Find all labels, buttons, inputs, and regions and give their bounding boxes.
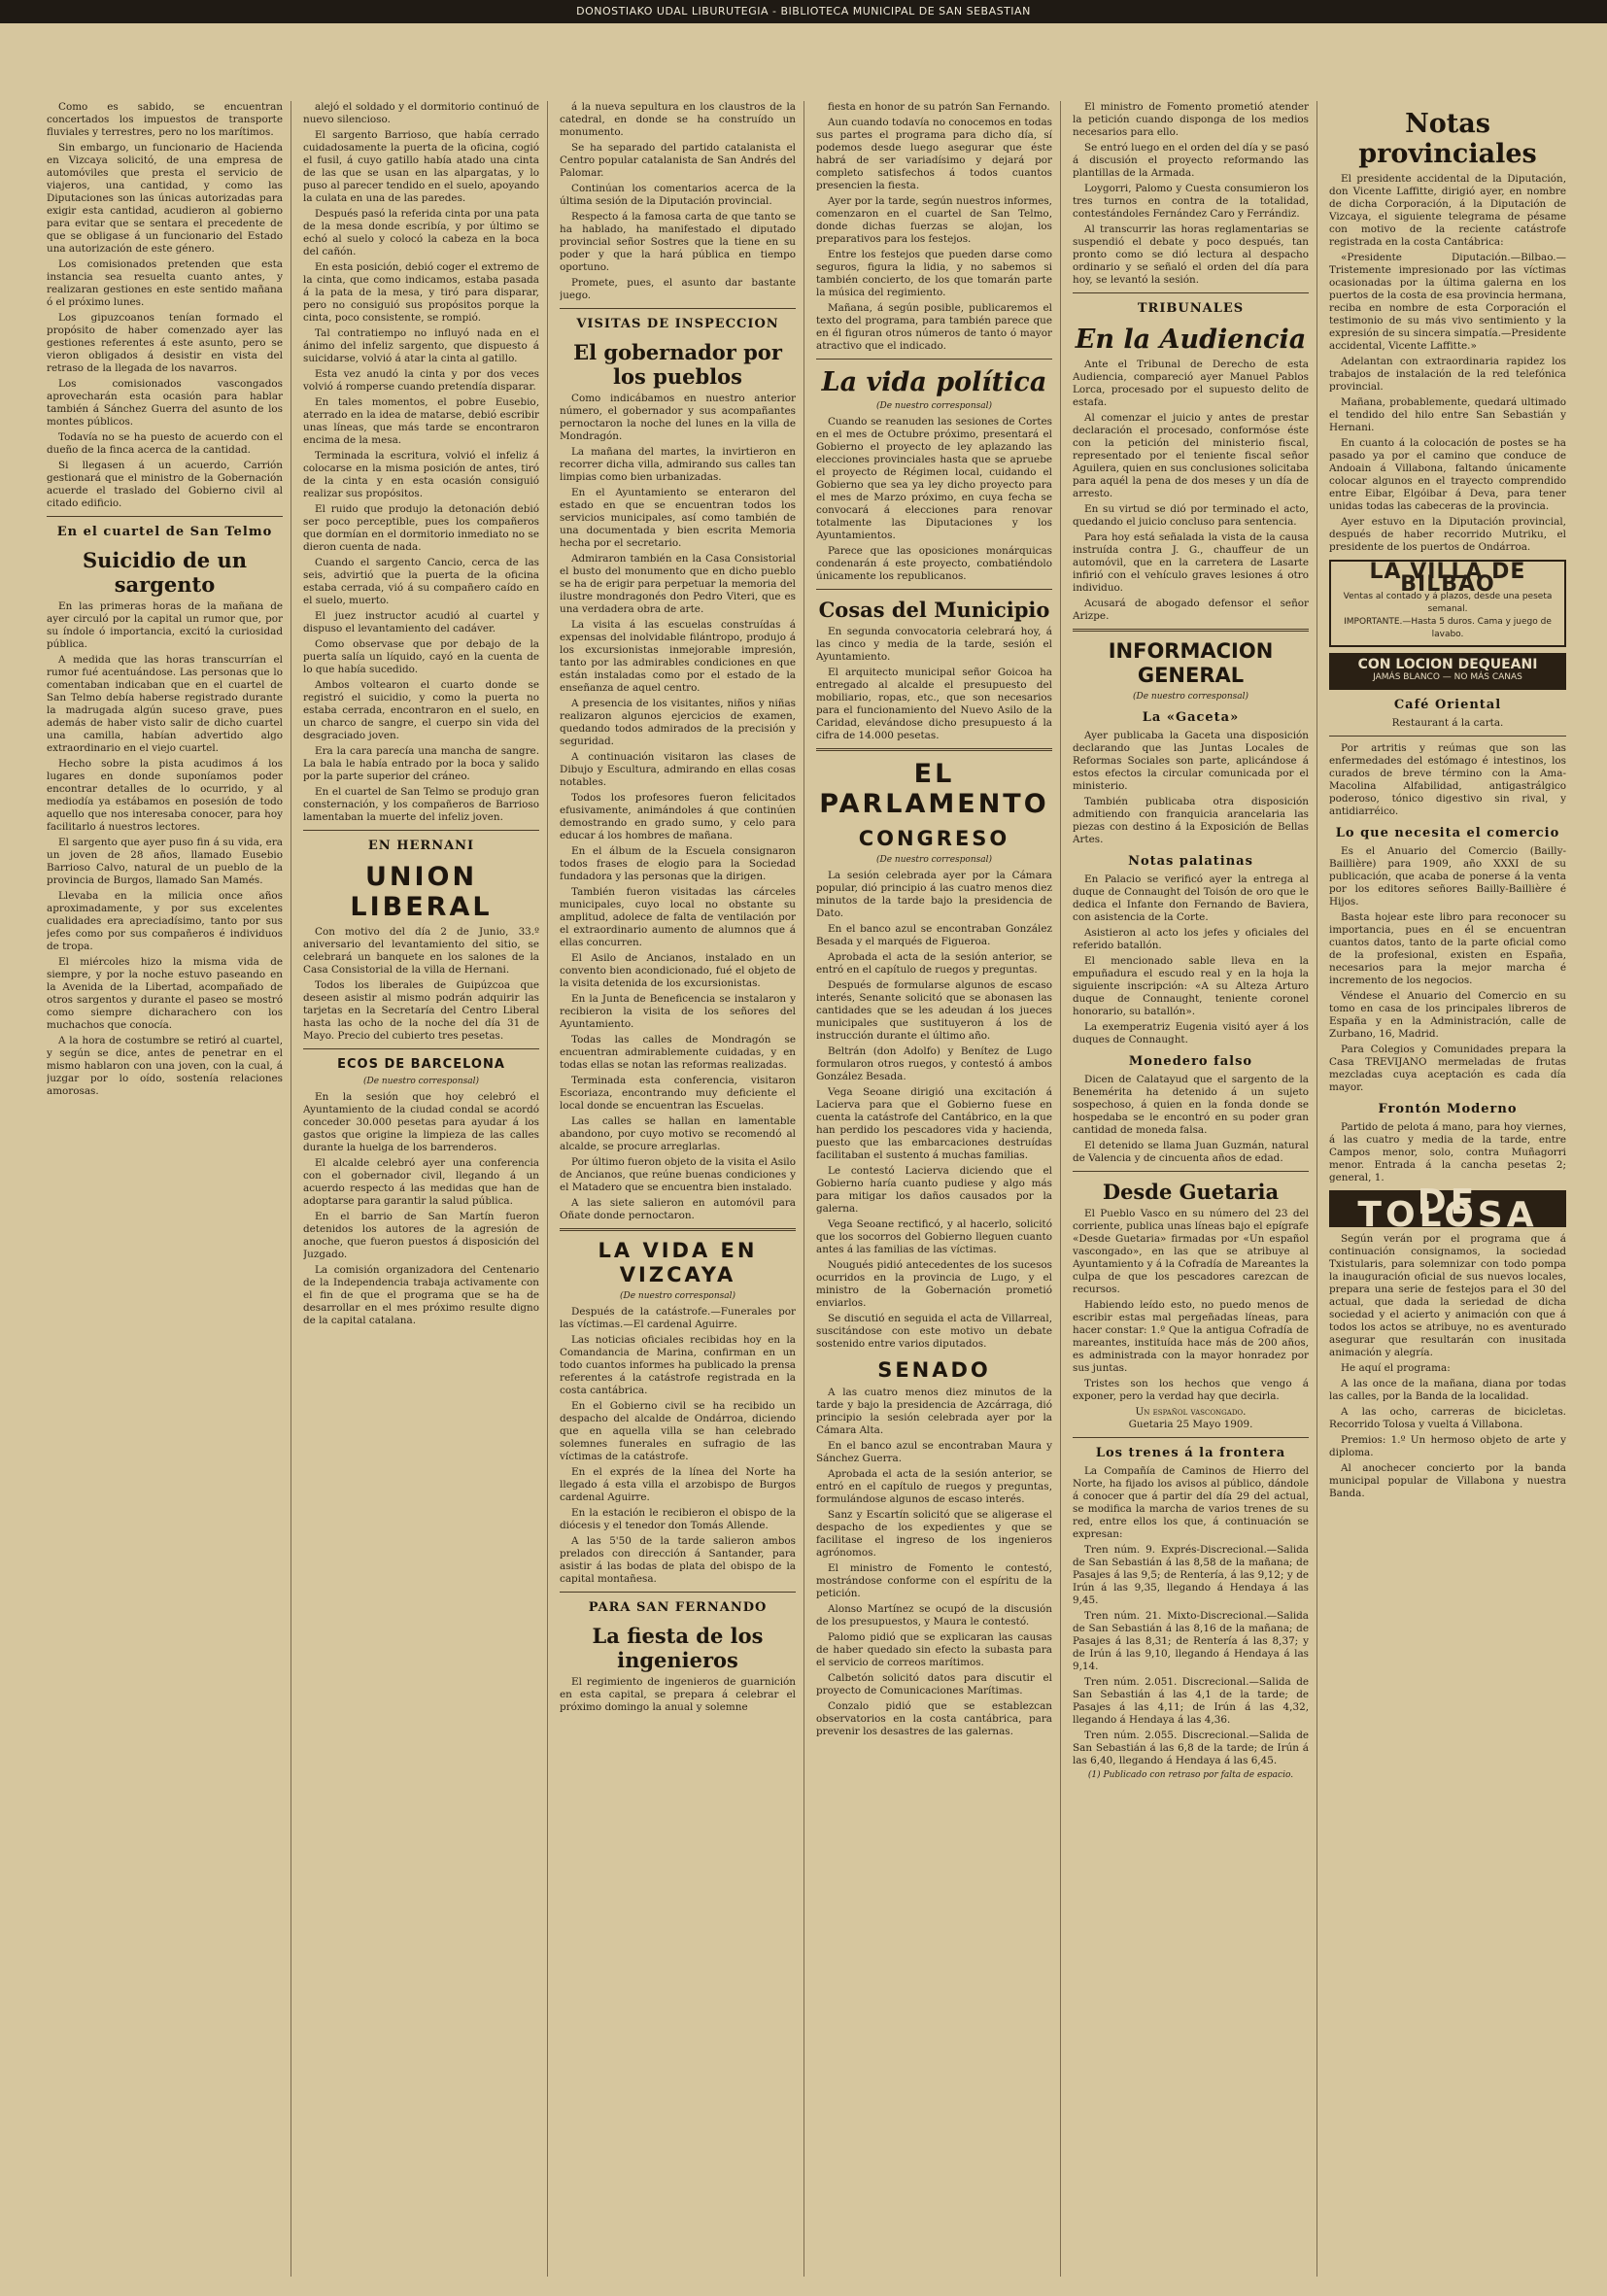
article-headline: Notas provinciales bbox=[1358, 109, 1537, 169]
paragraph: Como observase que por debajo de la puerta salía un líquido, cayó en la cuenta de lo que había sucedido. bbox=[303, 638, 539, 675]
newspaper-columns bbox=[47, 101, 1574, 2277]
paragraph: Sin embargo, un funcionario de Hacienda en Vizcaya solicitó, de una empresa de automóviles que presta el servicio de viajeros, una cantidad, y como las Diputaciones son las únicas autorizadas para exigir esta cantidad, acudieron al gobierno para evitar que se sentara el precedente de que se obligase á un funcionario del Estado una autorización de este género. bbox=[47, 142, 283, 255]
paragraph: En Palacio se verificó ayer la entrega al duque de Connaught del Toisón de oro que le dedica el Infante don Fernando de Baviera, con asistencia de la Corte. bbox=[1073, 874, 1309, 923]
paragraph: Ambos voltearon el cuarto donde se registró el suicidio, y como la puerta no estaba cerrada, encontraron en el suelo, en un charco de sangre, el cuerpo sin vida del desgraciado joven. bbox=[303, 679, 539, 741]
paragraph: Tren núm. 2.051. Discrecional.—Salida de San Sebastián á las 4,1 de la tarde; de Pasajes á las 4,11; de Irún á las 4,32, llegando á Hendaya á las 4,36. bbox=[1073, 1676, 1309, 1726]
divider bbox=[303, 1048, 539, 1049]
column-1 bbox=[47, 101, 291, 2277]
paragraph: Vega Seoane dirigió una excitación á Lacierva para que el Gobierno fuese en cuenta la catástrofe del Cantábrico, en la que han perdido los pescadores vida y hacienda, puesto que las embarcaciones destruídas facilitaban el sustento á muchas familias. bbox=[816, 1086, 1052, 1161]
paragraph: Esta vez anudó la cinta y por dos veces volvió á romperse cuando pretendía disparar. bbox=[303, 368, 539, 393]
paragraph: Habiendo leído esto, no puedo menos de escribir estas mal pergeñadas líneas, para hacer constar: 1.º Que la antigua Cofradía de mareantes, instituída hace más de 200 años, es administrada con la mayor honradez por sus juntas. bbox=[1073, 1299, 1309, 1374]
section-kicker: Notas palatinas bbox=[1128, 854, 1253, 869]
paragraph: Después de la catástrofe.—Funerales por las víctimas.—El cardenal Aguirre. bbox=[560, 1306, 796, 1330]
paragraph: Beltrán (don Adolfo) y Benítez de Lugo formularon otros ruegos, y contestó á ambos González Besada. bbox=[816, 1045, 1052, 1082]
paragraph: Tren núm. 21. Mixto-Discrecional.—Salida de San Sebastián á las 8,16 de la mañana; de Pasajes á las 8,31; de Rentería á las 8,37; y de Irún á las 9,10, llegando á Hendaya á las 9,14. bbox=[1073, 1610, 1309, 1672]
article-headline: El gobernador por los pueblos bbox=[573, 340, 782, 389]
paragraph: Los comisionados pretenden que esta instancia sea resuelta cuanto antes, y realizaran gestiones en este sentido mañana ó el próximo lunes. bbox=[47, 258, 283, 308]
ad-text: JAMÁS BLANCO — NO MÁS CANAS bbox=[1373, 672, 1522, 682]
section-kicker: Monedero falso bbox=[1128, 1054, 1253, 1069]
paragraph: Respecto á la famosa carta de que tanto se ha hablado, ha manifestado el diputado provincial señor Sostres que la tiene en su poder y que la hará pública en tiempo oportuno. bbox=[560, 211, 796, 273]
article-headline: Café Oriental bbox=[1393, 698, 1502, 712]
paragraph: En el Ayuntamiento se enteraron del estado en que se encuentran todos los servicios municipales, así como también de una documentada y bien escrita Memoria hecha por el secretario. bbox=[560, 487, 796, 549]
paragraph: Véndese el Anuario del Comercio en su tomo en casa de los principales libreros de España y en la Administración, calle de Zurbano, 16, Madrid. bbox=[1329, 990, 1566, 1040]
paragraph: También publicaba otra disposición admitiendo con franquicia arancelaria las piezas con destino á la Exposición de Bellas Artes. bbox=[1073, 796, 1309, 845]
article-headline: Suicidio de un sargento bbox=[82, 548, 248, 597]
ad-title: CON LOCION DEQUEANI bbox=[1357, 657, 1538, 672]
paragraph: Se ha separado del partido catalanista el Centro popular catalanista de San Andrés del Palomar. bbox=[560, 142, 796, 179]
paragraph: Con motivo del día 2 de Junio, 33.º aniversario del levantamiento del sitio, se celebrará un banquete en los salones de la Casa Consistorial de la villa de Hernani. bbox=[303, 926, 539, 976]
paragraph: Por artritis y reúmas que son las enfermedades del estómago é intestinos, los curados de breve término con la Ama-Macolina Alfabilidad, antigastrálgico poderoso, tónico digestivo sin rival, y antidiarréico. bbox=[1329, 742, 1566, 817]
section-kicker: En el cuartel de San Telmo bbox=[56, 525, 273, 539]
paragraph: Según verán por el programa que á continuación consignamos, la sociedad Txistularis, para solemnizar con todo pompa la inauguración oficial de sus nuevos locales, prepara una serie de festejos para el 30 del actual, que dada la seriedad de dicha sociedad y el acierto y animación con que á todos los actos se atribuye, no es aventurado asegurar que resultarán con inusitada animación y alegría. bbox=[1329, 1233, 1566, 1358]
paragraph: Al comenzar el juicio y antes de prestar declaración el procesado, conformóse éste con la petición del ministerio fiscal, representado por el teniente fiscal señor Aguilera, quien en sus conclusiones solicitaba para aquél la pena de dos meses y un día de arresto. bbox=[1073, 412, 1309, 499]
paragraph: Partido de pelota á mano, para hoy viernes, á las cuatro y media de la tarde, entre Campos menor, solo, contra Muñagorri menor. Entrada á la cancha pesetas 2; general, 1. bbox=[1329, 1121, 1566, 1183]
divider bbox=[816, 359, 1052, 360]
paragraph: á la nueva sepultura en los claustros de la catedral, en donde se ha construído un monumento. bbox=[560, 101, 796, 138]
section-kicker: EN HERNANI bbox=[367, 839, 475, 853]
paragraph: El alcalde celebró ayer una conferencia con el gobernador civil, llegando á un acuerdo respecto á las medidas que han de adoptarse para garantir la salud pública. bbox=[303, 1157, 539, 1207]
paragraph: Acusará de abogado defensor el señor Arizpe. bbox=[1073, 598, 1309, 622]
paragraph: He aquí el programa: bbox=[1341, 1362, 1451, 1374]
paragraph: Ayer publicaba la Gaceta una disposición declarando que las Juntas Locales de Reformas Sociales son parte, aplicándose á estos efectos la circular comunicada por el ministerio. bbox=[1073, 730, 1309, 792]
paragraph: En la sesión que hoy celebró el Ayuntamiento de la ciudad condal se acordó conceder 30.000 pesetas para ayudar á los gastos que origine la limpieza de las calles durante la huelga de los barrenderos. bbox=[303, 1091, 539, 1153]
paragraph: Es el Anuario del Comercio (Bailly-Baillière) para 1909, año XXXI de su publicación, que acaba de ponerse á la venta por los editores señores Bailly-Baillière é Hijos. bbox=[1329, 845, 1566, 908]
paragraph: La exemperatriz Eugenia visitó ayer á los duques de Connaught. bbox=[1073, 1021, 1309, 1045]
section-kicker: VISITAS DE INSPECCION bbox=[576, 317, 779, 331]
paragraph: alejó el soldado y el dormitorio continuó de nuevo silencioso. bbox=[303, 101, 539, 125]
paragraph: Para hoy está señalada la vista de la causa instruída contra J. G., chauffeur de un automóvil, que en la carretera de Lasarte infirió con el vehículo graves lesiones á otro individuo. bbox=[1073, 531, 1309, 594]
paragraph: Conzalo pidió que se establezcan observatorios en la costa cantábrica, para prevenir los desastres de las galernas. bbox=[816, 1700, 1052, 1737]
paragraph: Por último fueron objeto de la visita el Asilo de Ancianos, que reúne buenas condiciones y el Matadero que se encuentra bien instalado. bbox=[560, 1156, 796, 1193]
article-headline: LA VIDA EN VIZCAYA bbox=[598, 1239, 758, 1286]
article-headline: La vida política bbox=[821, 367, 1047, 397]
paragraph: La mañana del martes, la invirtieron en recorrer dicha villa, admirando sus calles tan limpias como bien urbanizadas. bbox=[560, 446, 796, 483]
paragraph: Aun cuando todavía no conocemos en todas sus partes el programa para dicho día, sí podemos desde luego asegurar que éste habrá de ser variadísimo y dejará por completo satisfechos á todos cuantos presencien la fiesta. bbox=[816, 117, 1052, 191]
footnote: (1) Publicado con retraso por falta de espacio. bbox=[1087, 1770, 1294, 1780]
paragraph: El regimiento de ingenieros de guarnición en esta capital, se prepara á celebrar el próximo domingo la anual y solemne bbox=[560, 1676, 796, 1713]
divider bbox=[1073, 629, 1309, 632]
article-headline: Cosas del Municipio bbox=[818, 598, 1050, 622]
paragraph: Palomo pidió que se explicaran las causas de haber quedado sin efecto la subasta para el servicio de correos marítimos. bbox=[816, 1631, 1052, 1668]
divider bbox=[560, 308, 796, 309]
archive-header: DONOSTIAKO UDAL LIBURUTEGIA - BIBLIOTECA MUNICIPAL DE SAN SEBASTIAN bbox=[0, 0, 1607, 23]
divider bbox=[816, 589, 1052, 590]
paragraph: El mencionado sable lleva en la empuñadura el escudo real y en la hoja la siguiente inscripción: «A su Alteza Arturo duque de Connaught, teniente coronel honorario, su batallón». bbox=[1073, 955, 1309, 1017]
article-headline: La fiesta de los ingenieros bbox=[592, 1624, 764, 1672]
paragraph: La sesión celebrada ayer por la Cámara popular, dió principio á las cuatro menos diez minutos de la tarde bajo la presidencia de Dato. bbox=[816, 870, 1052, 919]
paragraph: El presidente accidental de la Diputación, don Vicente Laffitte, dirigió ayer, en nombre de dicha Corporación, á la Diputación de Vizcaya, el siguiente telegrama de pésame con motivo de la reciente catástrofe registrada en la costa Cantábrica: bbox=[1329, 173, 1566, 248]
article-headline: Frontón Moderno bbox=[1378, 1102, 1518, 1116]
paragraph: En el exprés de la línea del Norte ha llegado á esta villa el arzobispo de Burgos cardenal Aguirre. bbox=[560, 1466, 796, 1503]
paragraph: El ministro de Fomento le contestó, mostrándose conforme con el espíritu de la petición. bbox=[816, 1562, 1052, 1599]
paragraph: Se entró luego en el orden del día y se pasó á discusión el proyecto reformando las plantillas de la Armada. bbox=[1073, 142, 1309, 179]
paragraph: Después pasó la referida cinta por una pata de la mesa donde escribía, y por último se echó al suelo y colocó la cabeza en la boca del cañón. bbox=[303, 208, 539, 257]
paragraph: La Compañía de Caminos de Hierro del Norte, ha fijado los avisos al público, dándole á conocer que á partir del día 29 del actual, se modifica la marcha de varios trenes de su red, entre ellos los que, á continuación se expresan: bbox=[1073, 1465, 1309, 1540]
paragraph: Entre los festejos que pueden darse como seguros, figura la lidia, y no sabemos si también concierto, de los que tomarán parte la música del regimiento. bbox=[816, 249, 1052, 298]
paragraph: Ante el Tribunal de Derecho de esta Audiencia, compareció ayer Manuel Pablos Lorca, procesado por el supuesto delito de estafa. bbox=[1073, 359, 1309, 408]
paragraph: En el álbum de la Escuela consignaron todos frases de elogio para la Sociedad fundadora y las personas que la dirigen. bbox=[560, 845, 796, 882]
article-headline: En la Audiencia bbox=[1075, 325, 1307, 355]
advertisement bbox=[1329, 560, 1566, 647]
paragraph: En las primeras horas de la mañana de ayer circuló por la capital un rumor que, por su índole ó importancia, excitó la curiosidad pública. bbox=[47, 600, 283, 650]
divider bbox=[560, 1592, 796, 1593]
paragraph: Basta hojear este libro para reconocer su importancia, pues en él se encuentran cuantos datos, tanto de la parte oficial como de la profesional, existen en España, necesarios para la mejor marcha é incremento de los negocios. bbox=[1329, 911, 1566, 986]
column-6 bbox=[1329, 101, 1574, 2277]
paragraph: Las noticias oficiales recibidas hoy en la Comandancia de Marina, confirman en un todo cuantos informes ha publicado la prensa referentes á la catástrofe registrada en la costa cantábrica. bbox=[560, 1334, 796, 1396]
column-3 bbox=[560, 101, 804, 2277]
byline: (De nuestro corresponsal) bbox=[362, 1077, 479, 1086]
paragraph: A presencia de los visitantes, niños y niñas realizaron algunos ejercicios de examen, quedando todos admirados de la precisión y seguridad. bbox=[560, 698, 796, 747]
paragraph: Parece que las oposiciones monárquicas condenarán á este proyecto, combatiéndolo únicamente los republicanos. bbox=[816, 545, 1052, 582]
column-4 bbox=[816, 101, 1061, 2277]
paragraph: Calbetón solicitó datos para discutir el proyecto de Comunicaciones Marítimas. bbox=[816, 1672, 1052, 1696]
paragraph: El ministro de Fomento prometió atender la petición cuando disponga de los medios necesarios para ello. bbox=[1073, 101, 1309, 138]
paragraph: Dicen de Calatayud que el sargento de la Benemérita ha detenido á un sujeto sospechoso, á quien en la fonda donde se hospedaba se le encontró en su poder gran cantidad de moneda falsa. bbox=[1073, 1074, 1309, 1136]
paragraph: Aprobada el acta de la sesión anterior, se entró en el capítulo de ruegos y preguntas, formulándose algunos de escaso interés. bbox=[816, 1468, 1052, 1505]
paragraph: Era la cara parecía una mancha de sangre. La bala le había entrado por la boca y salido por la parte superior del cráneo. bbox=[303, 745, 539, 782]
paragraph: El sargento Barrioso, que había cerrado cuidadosamente la puerta de la oficina, cogió el fusil, á cuyo gatillo había atado una cinta de las que se usan en las alpargatas, y lo puso al parecer tendido en el suelo, apoyando la culata en una de las paredes. bbox=[303, 129, 539, 204]
paragraph: Tren núm. 2.055. Discrecional.—Salida de San Sebastián á las 6,8 de la tarde; de Irún á las 6,40, llegando á Hendaya á las 6,45. bbox=[1073, 1730, 1309, 1766]
paragraph: En la estación le recibieron el obispo de la diócesis y el tenedor don Tomás Allende. bbox=[560, 1507, 796, 1531]
paragraph: Cuando se reanuden las sesiones de Cortes en el mes de Octubre próximo, presentará el Gobierno el proyecto de ley aplazando las elecciones provinciales hasta que se apruebe el proyecto de Régimen local, cuidando el Gobierno que sea ya ley dicho proyecto para el mes de Marzo próximo, en cuya fecha se convocará á elecciones para renovar totalmente las Diputaciones y los Ayuntamientos. bbox=[816, 416, 1052, 541]
paragraph: Tren núm. 9. Exprés-Discrecional.—Salida de San Sebastián á las 8,58 de la mañana; de Pasajes á las 9,5; de Rentería, á las 9,12; y de Irún á las 9,35, llegando á Hendaya á las 9,45. bbox=[1073, 1544, 1309, 1606]
paragraph: Loygorri, Palomo y Cuesta consumieron los tres turnos en contra de la totalidad, contestándoles Fernández Caro y Ferrándiz. bbox=[1073, 183, 1309, 220]
paragraph: El ruido que produjo la detonación debió ser poco perceptible, pues los compañeros que dormían en el dormitorio inmediato no se dieron cuenta de nada. bbox=[303, 503, 539, 553]
paragraph: Mañana, á según posible, publicaremos el texto del programa, para también parece que en él figuran otros números de tanto ó mayor atractivo que el indicado. bbox=[816, 302, 1052, 352]
byline: (De nuestro corresponsal) bbox=[875, 401, 992, 411]
article-headline: UNION LIBERAL bbox=[350, 862, 493, 922]
paragraph: Al transcurrir las horas reglamentarias se suspendió el debate y poco después, tan pronto como se dió lectura al despacho ordinario y se señaló el orden del día para hoy, se levantó la sesión. bbox=[1073, 223, 1309, 286]
advertisement bbox=[1329, 653, 1566, 690]
article-headline: ECOS DE BARCELONA bbox=[337, 1057, 505, 1072]
paragraph: En el banco azul se encontraban González Besada y el marqués de Figueroa. bbox=[816, 923, 1052, 947]
paragraph: Adelantan con extraordinaria rapidez los trabajos de instalación de la red telefónica provincial. bbox=[1329, 356, 1566, 393]
section-kicker: PARA SAN FERNANDO bbox=[588, 1600, 768, 1615]
paragraph: El sargento que ayer puso fin á su vida, era un joven de 28 años, llamado Eusebio Barrioso Calvo, natural de un pueblo de la provincia de Burgos, llamado San Mamés. bbox=[47, 837, 283, 886]
ad-title: LA VILLA DE BILBAO bbox=[1369, 560, 1526, 597]
paragraph: En cuanto á la colocación de postes se ha pasado ya por el camino que conduce de Andoain á Villabona, faltando únicamente colocar algunos en el trayecto comprendido entre Eibar, Elgóibar á Deva, para tener unidas todas las cabeceras de la provincia. bbox=[1329, 437, 1566, 512]
paragraph: Nougués pidió antecedentes de los sucesos ocurridos en la provincia de Lugo, y el ministro de la Gobernación prometió enviarlos. bbox=[816, 1259, 1052, 1309]
paragraph: El arquitecto municipal señor Goicoa ha entregado al alcalde el presupuesto del mobiliario, ropas, etc., que son necesarios para el funcionamiento del Nuevo Asilo de la Caridad, elevándose dicho presupuesto á la cifra de 14.000 pesetas. bbox=[816, 667, 1052, 741]
divider bbox=[303, 830, 539, 831]
paragraph: En el banco azul se encontraban Maura y Sánchez Guerra. bbox=[816, 1440, 1052, 1464]
paragraph: A las once de la mañana, diana por todas las calles, por la Banda de la localidad. bbox=[1329, 1378, 1566, 1402]
paragraph: El Asilo de Ancianos, instalado en un convento bien acondicionado, fué el objeto de la visita detenida de los excursionistas. bbox=[560, 952, 796, 989]
paragraph: Ayer por la tarde, según nuestros informes, comenzaron en el cuartel de San Telmo, donde dichas fuerzas se alojan, los preparativos para los festejos. bbox=[816, 195, 1052, 245]
paragraph: Tal contratiempo no influyó nada en el ánimo del infeliz sargento, que dispuesto á suicidarse, volvió á atar la cinta al gatillo. bbox=[303, 327, 539, 364]
paragraph: El juez instructor acudió al cuartel y dispuso el levantamiento del cadáver. bbox=[303, 610, 539, 634]
article-subheadline: SENADO bbox=[877, 1358, 991, 1382]
paragraph: Admiraron también en la Casa Consistorial el busto del monumento que en dicho pueblo se ha de erigir para perpetuar la memoria del ilustre mondragonés don Pedro Viteri, que es una verdadera obra de arte. bbox=[560, 553, 796, 615]
divider bbox=[560, 1228, 796, 1231]
paragraph: A medida que las horas transcurrían el rumor fué acentuándose. Las personas que lo comentaban indicaban que en el cuartel de San Telmo debía haberse registrado durante la madrugada algún suceso grave, pues además de haber visto salir de dicho cuartel una camilla, habían advertido algo extraordinario en el viejo cuartel. bbox=[47, 654, 283, 754]
paragraph: Promete, pues, el asunto dar bastante juego. bbox=[560, 277, 796, 301]
paragraph: Alonso Martínez se ocupó de la discusión de los presupuestos, y Maura le contestó. bbox=[816, 1603, 1052, 1628]
paragraph: Como indicábamos en nuestro anterior número, el gobernador y sus acompañantes pernoctaron la noche del lunes en la villa de Mondragón. bbox=[560, 393, 796, 442]
byline: (De nuestro corresponsal) bbox=[1132, 692, 1248, 702]
section-kicker: TRIBUNALES bbox=[1137, 301, 1245, 316]
article-headline: EL PARLAMENTO bbox=[819, 759, 1049, 819]
paragraph: En el barrio de San Martín fueron detenidos los autores de la agresión de anoche, que fueron puestos á disposición del Juzgado. bbox=[303, 1211, 539, 1260]
paragraph: El miércoles hizo la misma vida de siempre, y por la noche estuvo paseando en la Avenida de la Libertad, acompañado de otros sargentos y durante el paseo se mostró como siempre dicharachero con los muchachos que conocía. bbox=[47, 956, 283, 1031]
article-headline: Los trenes á la frontera bbox=[1095, 1446, 1286, 1460]
paragraph: Los comisionados vascongados aprovecharán esta ocasión para hablar también á Sánchez Guerra del asunto de los montes públicos. bbox=[47, 378, 283, 428]
article-headline: Desde Guetaria bbox=[1102, 1180, 1280, 1204]
paragraph: A la hora de costumbre se retiró al cuartel, y según se dice, antes de penetrar en el mismo hablaron con una joven, con la cual, á juzgar por lo oído, sostenía relaciones amorosas. bbox=[47, 1035, 283, 1097]
divider bbox=[1329, 736, 1566, 737]
paragraph: También fueron visitadas las cárceles municipales, cuyo local no obstante su amplitud, adolece de falta de ventilación por el extraordinario aumento de alumnos que á ellas concurren. bbox=[560, 886, 796, 948]
paragraph: Aprobada el acta de la sesión anterior, se entró en el capítulo de ruegos y preguntas. bbox=[816, 951, 1052, 976]
paragraph: En segunda convocatoria celebrará hoy, á las cinco y media de la tarde, sesión el Ayuntamiento. bbox=[816, 626, 1052, 663]
paragraph: El Pueblo Vasco en su número del 23 del corriente, publica unas líneas bajo el epígrafe «Desde Guetaria» firmadas por «Un español vascongado», en las que se atribuye al Ayuntamiento y á la Cofradía de Mareantes la culpa de que los pescadores carezcan de recursos. bbox=[1073, 1208, 1309, 1295]
paragraph: Si llegasen á un acuerdo, Carrión gestionará que el ministro de la Gobernación acuerde el traslado del Gobierno civil al citado edificio. bbox=[47, 460, 283, 509]
paragraph: A las siete salieron en automóvil para Oñate donde pernoctaron. bbox=[560, 1197, 796, 1221]
paragraph: Le contestó Lacierva diciendo que el Gobierno haría cuanto pudiese y algo más para mitigar los daños causados por la galerna. bbox=[816, 1165, 1052, 1215]
paragraph: Premios: 1.º Un hermoso objeto de arte y diploma. bbox=[1329, 1434, 1566, 1458]
paragraph: Para Colegios y Comunidades prepara la Casa TREVIJANO mermeladas de frutas mezcladas cuya aceptación es cada día mayor. bbox=[1329, 1044, 1566, 1093]
banner-title: DE TOLOSA bbox=[1357, 1182, 1538, 1235]
paragraph: Mañana, probablemente, quedará ultimado el tendido del hilo entre San Sebastián y Hernani. bbox=[1329, 396, 1566, 433]
paragraph: La visita á las escuelas construídas á expensas del inolvidable filántropo, produjo á los excursionistas inmejorable impresión, tanto por las admirables condiciones en que están instaladas como por el estado de la enseñanza de aquel centro. bbox=[560, 619, 796, 694]
ad-text: Restaurant á la carta. bbox=[1391, 717, 1504, 729]
paragraph: Asistieron al acto los jefes y oficiales del referido batallón. bbox=[1073, 927, 1309, 951]
article-headline: Lo que necesita el comercio bbox=[1335, 826, 1560, 840]
paragraph: Como es sabido, se encuentran concertados los impuestos de transporte fluviales y terrestres, pero no los marítimos. bbox=[47, 101, 283, 138]
paragraph: Terminada esta conferencia, visitaron Escoriaza, encontrando muy deficiente el local donde se encuentran las Escuelas. bbox=[560, 1075, 796, 1112]
paragraph: Tristes son los hechos que vengo á exponer, pero la verdad hay que decirla. bbox=[1073, 1378, 1309, 1402]
paragraph: La comisión organizadora del Centenario de la Independencia trabaja activamente con el fin de que el programa que se ha de desarrollar en el mes próximo resulte digno de la capital catalana. bbox=[303, 1264, 539, 1326]
paragraph: Todos los liberales de Guipúzcoa que deseen asistir al mismo podrán adquirir las tarjetas en la Secretaría del Centro Liberal hasta las ocho de la noche del día 31 de Mayo. Precio del cubierto tres pesetas. bbox=[303, 979, 539, 1042]
paragraph: «Presidente Diputación.—Bilbao.—Tristemente impresionado por las víctimas ocasionadas por la última galerna en los puertos de la costa de esa provincia hermana, reciba en nombre de esta Corporación el testimonio de su más vivo sentimiento y la expresión de su sincera simpatía.—Presidente accidental, Vicente Laffitte.» bbox=[1329, 252, 1566, 352]
paragraph: fiesta en honor de su patrón San Fernando. bbox=[828, 101, 1050, 113]
paragraph: Todas las calles de Mondragón se encuentran admirablemente cuidadas, y en todas ellas se notan las reformas realizadas. bbox=[560, 1034, 796, 1071]
section-kicker: La «Gaceta» bbox=[1142, 710, 1240, 725]
paragraph: En el Gobierno civil se ha recibido un despacho del alcalde de Ondárroa, diciendo que en aquella villa se han celebrado solemnes funerales en sufragio de las víctimas de la catástrofe. bbox=[560, 1400, 796, 1462]
divider bbox=[47, 516, 283, 517]
paragraph: Se discutió en seguida el acta de Villarreal, suscitándose con este motivo un debate sostenido entre varios diputados. bbox=[816, 1313, 1052, 1350]
paragraph: Hecho sobre la pista acudimos á los lugares en donde suponíamos poder encontrar detalles de lo ocurrido, y al mediodía ya estábamos en posesión de todo aquello que nos interesaba conocer, para hoy facilitarlo á nuestros lectores. bbox=[47, 758, 283, 833]
ad-text: Ventas al contado y á plazos, desde una peseta semanal. bbox=[1343, 592, 1553, 614]
paragraph: En su virtud se dió por terminado el acto, quedando el juicio concluso para sentencia. bbox=[1073, 503, 1309, 528]
byline: (De nuestro corresponsal) bbox=[875, 855, 992, 865]
article-subheadline: CONGRESO bbox=[858, 827, 1010, 850]
ad-text: IMPORTANTE.—Hasta 5 duros. Cama y juego de lavabo. bbox=[1344, 617, 1552, 639]
paragraph: En esta posición, debió coger el extremo de la cinta, que como indicamos, estaba pasada á la pata de la mesa, y tiró para disparar, pero no consiguió sus propósitos porque la cinta, poco consistente, se rompió. bbox=[303, 261, 539, 324]
paragraph: Después de formularse algunos de escaso interés, Senante solicitó que se abonasen las cantidades que se les adeudan á los jueces municipales que sustituyeron á los de instrucción durante el último año. bbox=[816, 979, 1052, 1042]
divider bbox=[1073, 1171, 1309, 1172]
byline: (De nuestro corresponsal) bbox=[619, 1291, 735, 1301]
paragraph: Cuando el sargento Cancio, cerca de las seis, advirtió que la puerta de la oficina estaba cerrada, vió á su compañero caído en el suelo, muerto. bbox=[303, 557, 539, 606]
divider bbox=[816, 748, 1052, 751]
paragraph: A las cuatro menos diez minutos de la tarde y bajo la presidencia de Azcárraga, dió principio la sesión celebrada ayer por la Cámara Alta. bbox=[816, 1387, 1052, 1436]
paragraph: A las 5'50 de la tarde salieron ambos prelados con dirección á Santander, para asistir á las bodas de plata del obispo de la capital montañesa. bbox=[560, 1535, 796, 1585]
paragraph: Todavía no se ha puesto de acuerdo con el dueño de la finca acerca de la cantidad. bbox=[47, 431, 283, 456]
paragraph: Todos los profesores fueron felicitados efusivamente, animándoles á que continúen demostrando en grado sumo, y celo para educar á los hombres de mañana. bbox=[560, 792, 796, 841]
column-2 bbox=[303, 101, 548, 2277]
divider bbox=[1073, 292, 1309, 293]
paragraph: Vega Seoane rectificó, y al hacerlo, solicitó que los socorros del Gobierno lleguen cuanto antes á las familias de las víctimas. bbox=[816, 1218, 1052, 1255]
article-headline: INFORMACION GENERAL bbox=[1108, 639, 1274, 687]
paragraph: En tales momentos, el pobre Eusebio, aterrado en la idea de matarse, debió escribir unas líneas, que más tarde se encontraron encima de la mesa. bbox=[303, 396, 539, 446]
signature: Un español vascongado. bbox=[1135, 1406, 1247, 1418]
paragraph: Las calles se hallan en lamentable abandono, por cuyo motivo se recomendó al alcalde, se procure arreglarlas. bbox=[560, 1115, 796, 1152]
divider bbox=[1073, 1437, 1309, 1438]
paragraph: Llevaba en la milicia once años aproximadamente, y por sus excelentes cualidades era apreciadísimo, tanto por sus jefes como por sus compañeros é individuos de tropa. bbox=[47, 890, 283, 952]
paragraph: Sanz y Escartín solicitó que se aligerase el despacho de los expedientes y que se facilitase el ingreso de los ingenieros agrónomos. bbox=[816, 1509, 1052, 1559]
paragraph: Terminada la escritura, volvió el infeliz á colocarse en la misma posición de antes, tiró de la cinta y en esta ocasión consiguió realizar sus propósitos. bbox=[303, 450, 539, 499]
paragraph: Al anochecer concierto por la banda municipal popular de Villabona y nuestra Banda. bbox=[1329, 1462, 1566, 1499]
paragraph: A continuación visitaron las clases de Dibujo y Escultura, admirando en ellas cosas notables. bbox=[560, 751, 796, 788]
dateline: Guetaria 25 Mayo 1909. bbox=[1128, 1419, 1253, 1430]
paragraph: En la Junta de Beneficencia se instalaron y recibieron la visita de los señores del Ayuntamiento. bbox=[560, 993, 796, 1030]
paragraph: Ayer estuvo en la Diputación provincial, después de haber recorrido Mutriku, el presidente de los puertos de Ondárroa. bbox=[1329, 516, 1566, 553]
paragraph: A las ocho, carreras de bicicletas. Recorrido Tolosa y vuelta á Villabona. bbox=[1329, 1406, 1566, 1430]
column-5 bbox=[1073, 101, 1317, 2277]
paragraph: Continúan los comentarios acerca de la última sesión de la Diputación provincial. bbox=[560, 183, 796, 207]
paragraph: El detenido se llama Juan Guzmán, natural de Valencia y de cincuenta años de edad. bbox=[1073, 1140, 1309, 1164]
section-banner bbox=[1329, 1182, 1566, 1235]
paragraph: En el cuartel de San Telmo se produjo gran consternación, y los compañeros de Barrioso lamentaban la muerte del infeliz joven. bbox=[303, 786, 539, 823]
paragraph: Los gipuzcoanos tenían formado el propósito de haber comenzado ayer las gestiones referentes á este asunto, pero se vieron obligados á desistir en vista del retraso de la llegada de los navarros. bbox=[47, 312, 283, 374]
